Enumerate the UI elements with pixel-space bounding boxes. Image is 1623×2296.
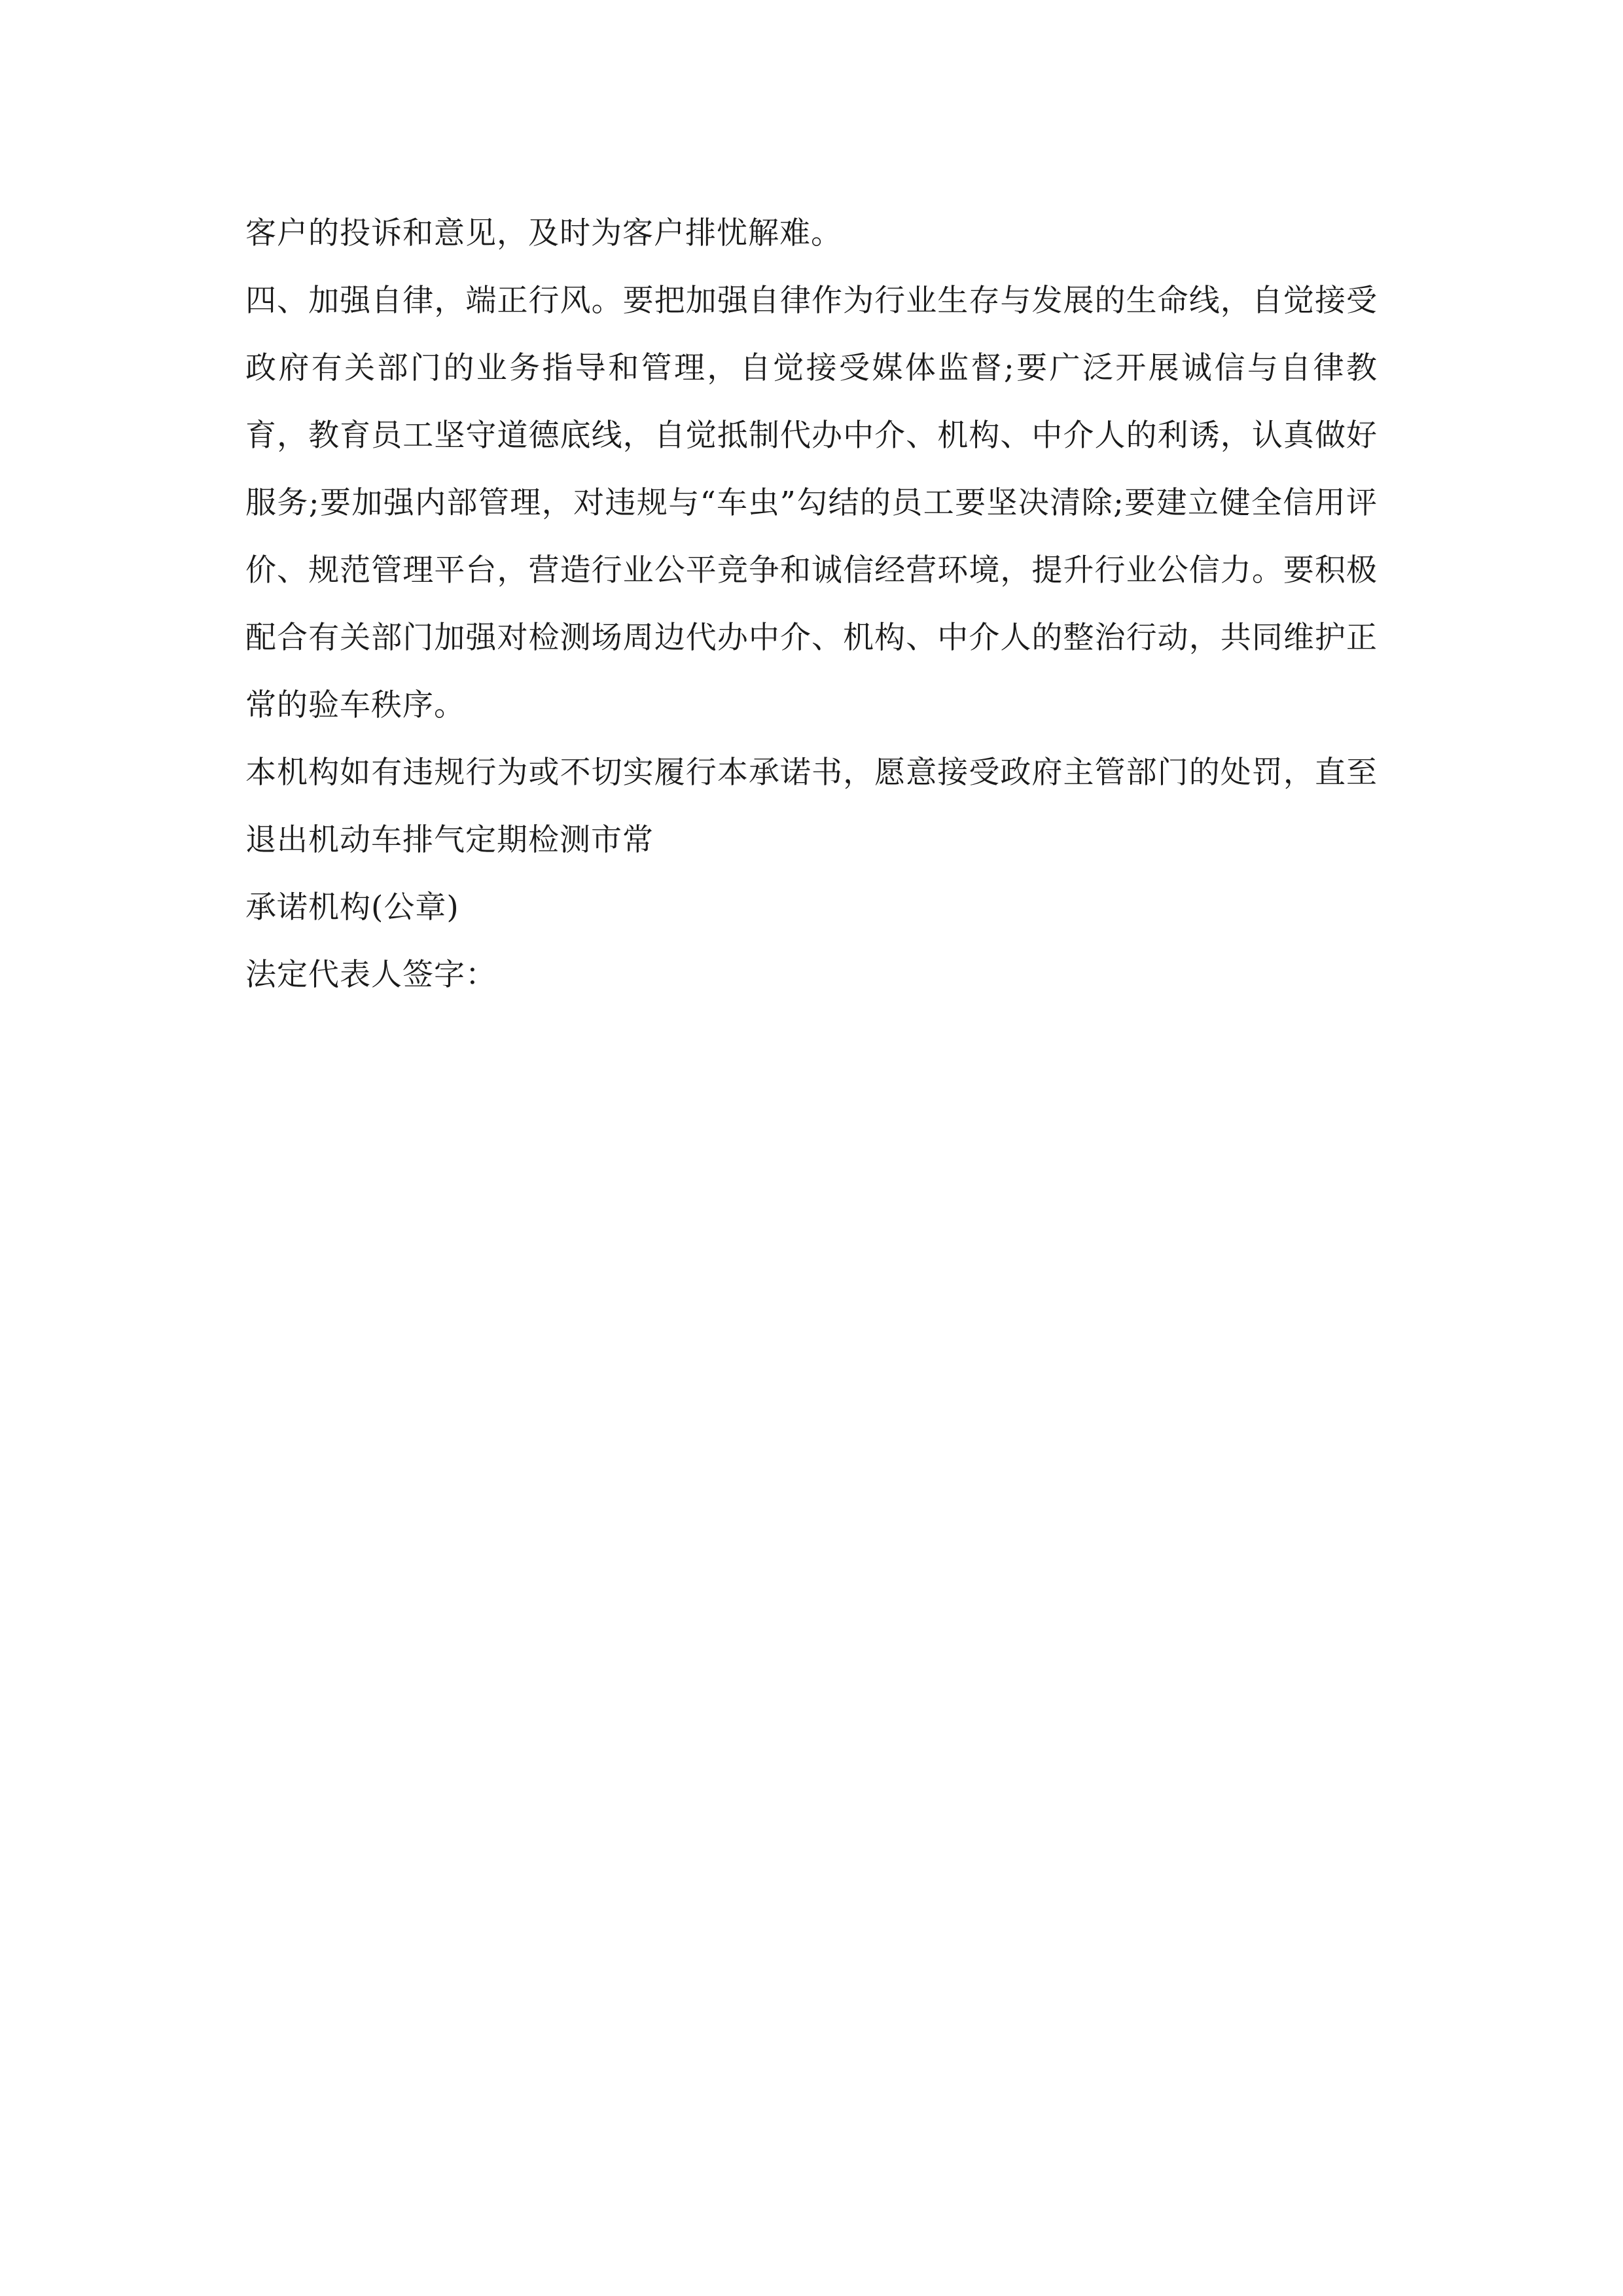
paragraph-self-discipline: 四、加强自律，端正行风。要把加强自律作为行业生存与发展的生命线，自觉接受政府有关部门的业务指导和管理，自觉接受媒体监督;要广泛开展诚信与自律教育，教育员工坚守道德底线，自觉抵制代办中介、机构、中介人的利诱，认真做好服务;要加强内部管理，对违规与“车虫”勾结的员工要坚决清除;要建立健全信用评价、规范管理平台，营造行业公平竞争和诚信经营环境，提升行业公信力。要积极配合有关部门加强对检测场周边代办中介、机构、中介人的整治行动，共同维护正常的验车秩序。 <box>245 283 1378 723</box>
signature-org-seal-label: 承诺机构(公章) <box>245 889 459 925</box>
signature-legal-rep-label: 法定代表人签字： <box>245 957 497 993</box>
document-body <box>245 200 1378 1009</box>
paragraph-penalty-statement: 本机构如有违规行为或不切实履行本承诺书，愿意接受政府主管部门的处罚，直至退出机动车排气定期检测市常 <box>245 755 1378 858</box>
paragraph-complaints: 客户的投诉和意见，及时为客户排忧解难。 <box>245 215 842 251</box>
